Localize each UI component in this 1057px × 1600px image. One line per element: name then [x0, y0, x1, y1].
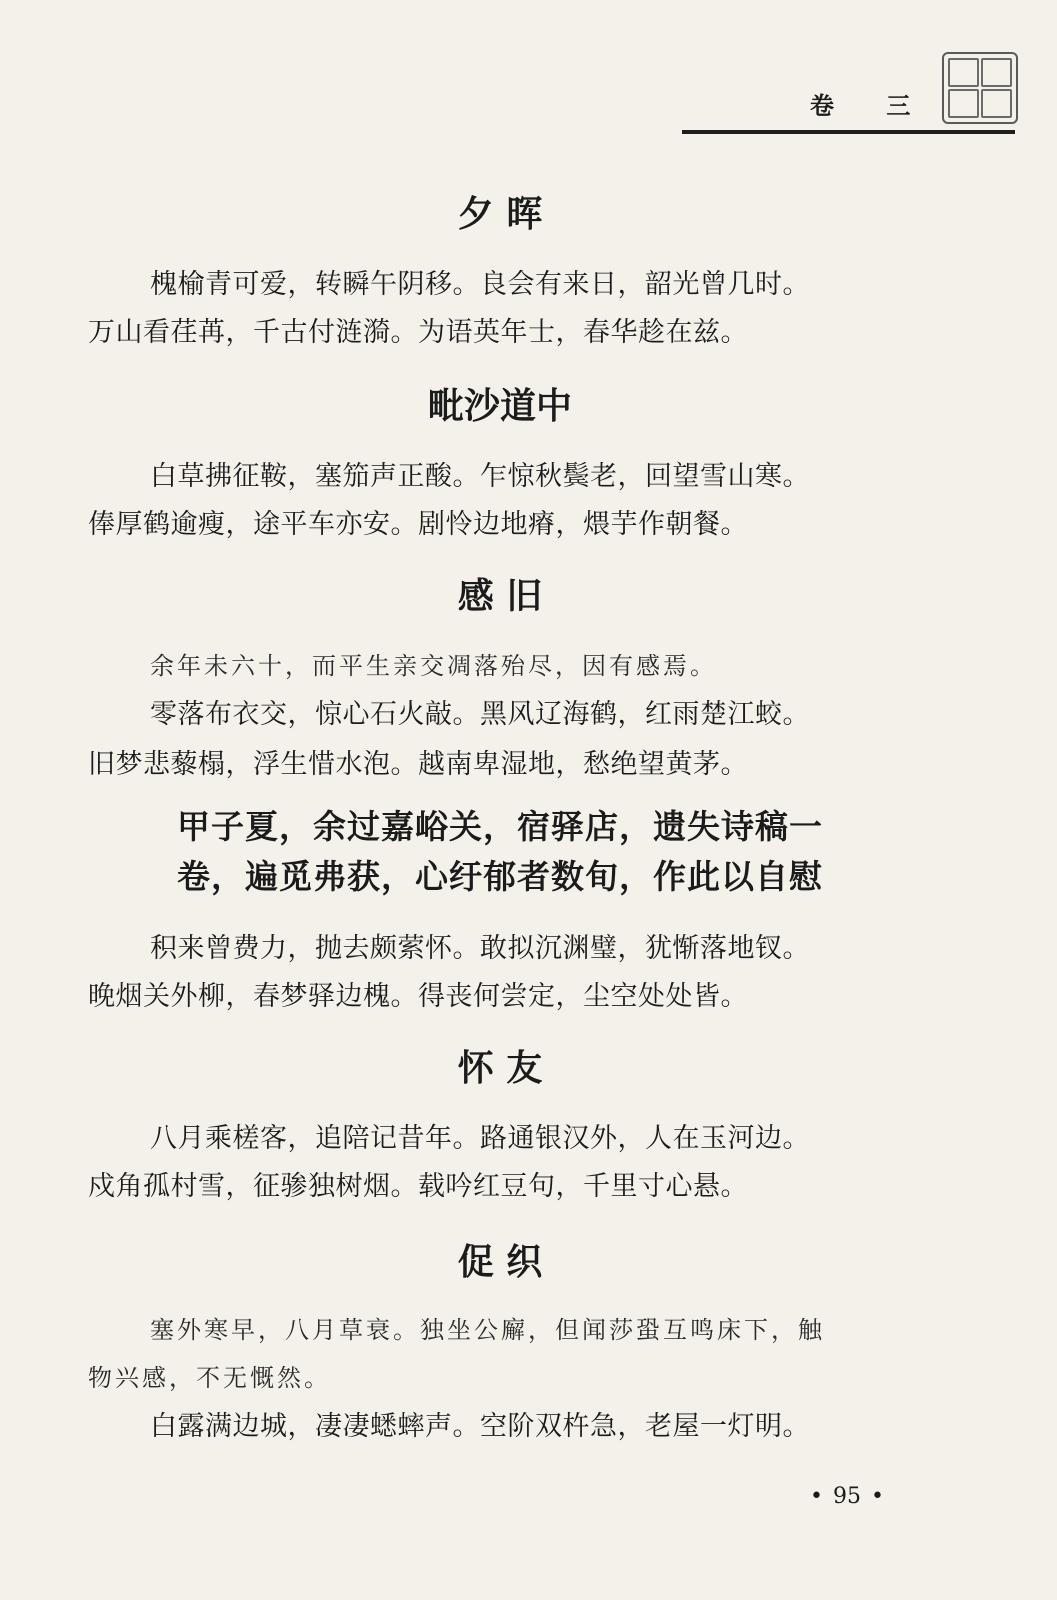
poem-line: 八月乘槎客，追陪记昔年。路通银汉外，人在玉河边。	[150, 1123, 810, 1154]
seal-glyph-2	[981, 58, 1012, 87]
poem-line: 戍角孤村雪，征骖独树烟。载吟红豆句，千里寸心悬。	[88, 1171, 748, 1202]
poem-line: 旧梦悲藜榻，浮生惜水泡。越南卑湿地，愁绝望黄茅。	[88, 749, 748, 780]
poem-line: 零落布衣交，惊心石火敲。黑风辽海鹤，红雨楚江蛟。	[150, 699, 810, 730]
page-number-dot-left: •	[810, 1484, 823, 1509]
poem-preface: 塞外寒早，八月草衰。独坐公廨，但闻莎蛩互鸣床下，触	[150, 1316, 825, 1344]
poem-preface: 物兴感，不无慨然。	[88, 1364, 331, 1392]
poem-line: 万山看荏苒，千古付涟漪。为语英年士，春华趁在兹。	[88, 317, 748, 348]
page-number-value: 95	[832, 1484, 861, 1509]
seal-glyph-1	[948, 58, 979, 87]
poem-title-1: 夕 晖	[457, 193, 543, 235]
poem-line: 晚烟关外柳，春梦驿边槐。得丧何尝定，尘空处处皆。	[88, 981, 748, 1012]
poem-title-3: 感 旧	[457, 575, 543, 617]
poem-line: 俸厚鹤逾瘦，途平车亦安。剧怜边地瘠，煨芋作朝餐。	[88, 509, 748, 540]
poem-line: 白露满边城，凄凄蟋蟀声。空阶双杵急，老屋一灯明。	[150, 1411, 810, 1442]
poem-title-5: 怀 友	[457, 1047, 543, 1089]
header-rule	[682, 130, 1015, 134]
poem-line: 槐榆青可爱，转瞬午阴移。良会有来日，韶光曾几时。	[150, 269, 810, 300]
page-number	[800, 1484, 894, 1509]
poem-line: 白草拂征鞍，塞笳声正酸。乍惊秋鬓老，回望雪山寒。	[150, 461, 810, 492]
seal-glyph-3	[948, 89, 979, 118]
poem-title-4-line-1: 甲子夏，余过嘉峪关，宿驿店，遗失诗稿一	[177, 807, 823, 846]
poem-title-2: 毗沙道中	[427, 385, 572, 427]
page-number-dot-right: •	[870, 1484, 884, 1509]
poem-line: 积来曾费力，抛去颇萦怀。敢拟沉渊璧，犹惭落地钗。	[150, 933, 810, 964]
seal-glyph-4	[981, 89, 1012, 118]
poem-title-4-line-2: 卷，遍觅弗获，心纡郁者数旬，作此以自慰	[177, 857, 823, 896]
poem-title-6: 促 织	[457, 1241, 543, 1283]
poem-preface: 余年未六十，而平生亲交凋落殆尽，因有感焉。	[150, 652, 717, 680]
seal-stamp-icon	[942, 52, 1018, 124]
volume-label: 卷 三	[810, 91, 933, 120]
